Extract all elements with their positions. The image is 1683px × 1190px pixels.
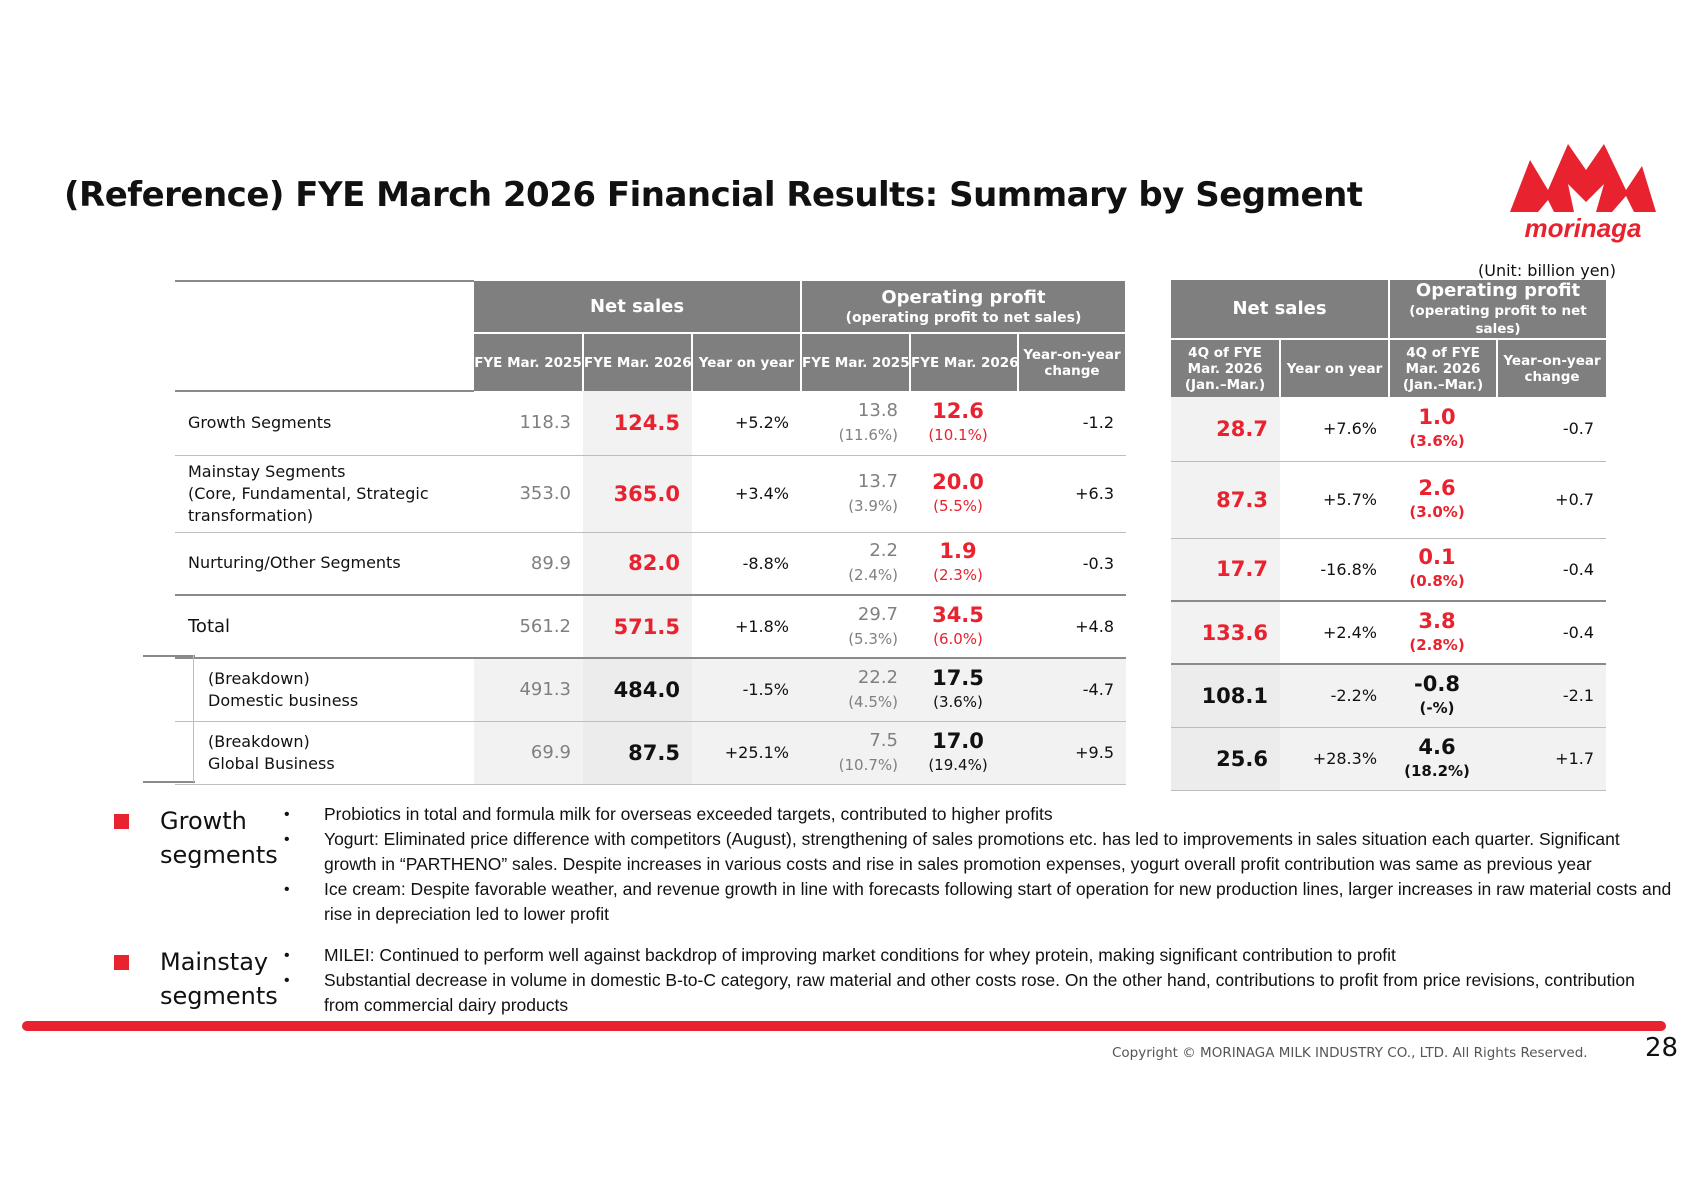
mainstay-list <box>284 943 1674 1018</box>
cell-value: 87.3 <box>1216 487 1268 512</box>
row-label-line: transformation) <box>188 505 314 525</box>
breakdown-bracket <box>143 655 195 783</box>
col-ns-yoy-4q: Year on year <box>1280 339 1389 397</box>
row-label: Nurturing/Other Segments <box>175 532 474 595</box>
cell-value: -8.8% <box>742 553 789 573</box>
cell-value: +5.7% <box>1322 490 1378 509</box>
cell-value: +3.4% <box>734 484 789 503</box>
cell-ratio: (3.6%) <box>1409 431 1465 450</box>
row-label <box>175 721 474 784</box>
full-year-table <box>175 280 1127 785</box>
col-label-line: (Jan.–Mar.) <box>1402 376 1484 393</box>
heading-line: segments <box>160 982 278 1010</box>
cell-value: 3.8 <box>1418 608 1456 633</box>
header-operating-profit-4q <box>1389 280 1606 339</box>
row-label: Total <box>175 595 474 658</box>
mainstay-notes <box>114 943 1674 1018</box>
cell-value: 28.7 <box>1216 416 1268 441</box>
cell-value: 118.3 <box>519 412 571 434</box>
header-op-sublabel: (operating profit to net sales) <box>1409 303 1587 337</box>
cell-value: 353.0 <box>519 483 571 504</box>
footer-red-bar <box>22 1021 1666 1031</box>
col-op-2026: FYE Mar. 2026 <box>910 333 1018 391</box>
cell-value: 87.5 <box>628 740 680 765</box>
heading-line: Growth <box>160 807 247 835</box>
col-label-line: 4Q of FYE <box>1188 344 1262 361</box>
list-item: • Yogurt: Eliminated price difference with competitors (August), strengthening of sales promotions etc. has led to improvements in sales situation each quarter. Significant growth in “PARTHENO” sales. Despite increases in various costs and rise in sales promotion expenses, yogurt overall profit contribution was same as previous year <box>284 827 1674 877</box>
row-label-line: Domestic business <box>208 690 359 710</box>
cell-value: 17.0 <box>932 728 984 753</box>
row-label: Growth Segments <box>175 391 474 455</box>
table-row-total <box>1171 601 1606 664</box>
cell-value: 13.8 <box>857 399 898 421</box>
col-label-line: Mar. 2026 <box>1405 360 1481 377</box>
cell-ratio: (19.4%) <box>928 755 988 774</box>
cell-value: 133.6 <box>1201 620 1268 645</box>
row-label <box>175 658 474 721</box>
cell-ratio: (18.2%) <box>1404 761 1470 780</box>
cell-value: +1.8% <box>734 617 789 636</box>
cell-value: +5.2% <box>734 413 789 433</box>
cell-value: +25.1% <box>724 743 789 762</box>
cell-value: 484.0 <box>613 677 680 702</box>
col-op-2025: FYE Mar. 2025 <box>801 333 910 391</box>
cell-value: 17.7 <box>1216 557 1268 582</box>
col-op-4q <box>1389 339 1497 397</box>
cell-value: 12.6 <box>932 398 984 423</box>
header-net-sales <box>474 281 801 333</box>
header-op-sublabel: (operating profit to net sales) <box>845 309 1082 326</box>
cell-value: 69.9 <box>530 742 571 763</box>
breakdown-divider <box>193 655 194 782</box>
cell-value: +1.7 <box>1555 749 1595 768</box>
cell-value: 82.0 <box>628 551 680 576</box>
cell-value: -4.7 <box>1082 680 1114 700</box>
growth-heading <box>160 804 280 872</box>
cell-value: 108.1 <box>1201 683 1268 708</box>
list-item: • Ice cream: Despite favorable weather, and revenue growth in line with forecasts following start of operation for new production lines, larger increases in raw material costs and rise in depreciation led to lower profit <box>284 877 1674 927</box>
row-label-line: (Breakdown) <box>208 731 310 751</box>
col-op-change: Year-on-year change <box>1018 333 1126 391</box>
table-row-breakdown <box>1171 664 1606 727</box>
mainstay-heading <box>160 945 280 1013</box>
cell-ratio: (0.8%) <box>1409 572 1465 591</box>
header-operating-profit <box>801 281 1126 333</box>
table-row-breakdown <box>175 658 1126 721</box>
cell-value: -16.8% <box>1320 559 1378 579</box>
quarter-table <box>1171 280 1606 791</box>
cell-value: +7.6% <box>1322 419 1378 439</box>
heading-line: Mainstay <box>160 948 269 976</box>
row-label-line: (Core, Fundamental, Strategic <box>188 483 429 503</box>
cell-value: +4.8 <box>1075 617 1114 636</box>
cell-ratio: (3.9%) <box>848 496 898 515</box>
header-net-sales-label: Net sales <box>589 295 685 317</box>
row-label-line: Mainstay Segments <box>188 461 346 481</box>
cell-ratio: (3.0%) <box>1409 502 1465 521</box>
growth-list <box>284 802 1674 927</box>
cell-ratio: (2.8%) <box>1409 635 1465 654</box>
red-square-bullet-icon <box>114 814 129 829</box>
col-label-line: (Jan.–Mar.) <box>1184 376 1266 393</box>
cell-ratio: (6.0%) <box>933 629 983 648</box>
table-row <box>175 532 1126 595</box>
header-blank <box>175 281 474 333</box>
cell-value: 7.5 <box>869 729 898 751</box>
cell-ratio: (10.7%) <box>838 755 898 774</box>
cell-value: 571.5 <box>613 614 680 639</box>
morinaga-logo <box>1508 140 1658 250</box>
cell-ratio: (2.3%) <box>933 566 983 585</box>
unit-note: (Unit: billion yen) <box>1478 261 1616 280</box>
cell-value: 22.2 <box>857 666 898 688</box>
row-label <box>175 455 474 532</box>
cell-value: -2.2% <box>1330 686 1378 706</box>
cell-value: -0.7 <box>1562 419 1595 439</box>
cell-value: 491.3 <box>519 679 571 701</box>
col-op-change-4q: Year-on-year change <box>1497 339 1606 397</box>
cell-value: 124.5 <box>613 410 680 435</box>
cell-value: 4.6 <box>1418 734 1456 759</box>
cell-value: 29.7 <box>857 603 898 625</box>
cell-value: +2.4% <box>1322 623 1378 642</box>
growth-notes <box>114 802 1674 927</box>
cell-value: 20.0 <box>932 469 984 494</box>
cell-ratio: (11.6%) <box>838 425 898 444</box>
cell-value: 13.7 <box>857 470 898 492</box>
header-net-sales-label: Net sales <box>1232 298 1327 319</box>
morinaga-m-icon <box>1508 140 1658 215</box>
cell-value: 1.9 <box>939 539 977 564</box>
red-square-bullet-icon <box>114 955 129 970</box>
cell-ratio: (10.1%) <box>928 425 988 444</box>
cell-value: 25.6 <box>1216 746 1268 771</box>
table-row <box>175 455 1126 532</box>
list-item: • MILEI: Continued to perform well against backdrop of improving market conditions for whey protein, making significant contribution to profit <box>284 943 1674 968</box>
header-blank-2 <box>175 333 474 391</box>
list-item: • Substantial decrease in volume in domestic B-to-C category, raw material and other costs rose. On the other hand, contributions to profit from price revisions, contribution from commercial dairy products <box>284 968 1674 1018</box>
cell-value: -1.5% <box>742 680 789 700</box>
cell-value: 2.2 <box>869 540 898 562</box>
cell-ratio: (2.4%) <box>848 566 898 585</box>
cell-value: -0.8 <box>1414 671 1460 696</box>
cell-ratio: (4.5%) <box>848 692 898 711</box>
cell-value: 17.5 <box>932 665 984 690</box>
table-row-breakdown <box>1171 727 1606 790</box>
cell-value: +28.3% <box>1312 749 1378 768</box>
table-row <box>1171 538 1606 601</box>
cell-value: 0.1 <box>1418 545 1456 570</box>
cell-value: -0.3 <box>1082 553 1114 573</box>
copyright-text: Copyright © MORINAGA MILK INDUSTRY CO., LTD. All Rights Reserved. <box>1112 1045 1588 1061</box>
cell-ratio: (5.3%) <box>848 629 898 648</box>
col-ns-4q <box>1171 339 1280 397</box>
page-title: (Reference) FYE March 2026 Financial Results: Summary by Segment <box>64 175 1363 215</box>
list-item: • Probiotics in total and formula milk for overseas exceeded targets, contributed to higher profits <box>284 802 1674 827</box>
cell-value: 561.2 <box>519 616 571 637</box>
logo-text: morinaga <box>1524 213 1642 243</box>
table-row <box>1171 397 1606 461</box>
table-row <box>1171 461 1606 538</box>
col-label-line: 4Q of FYE <box>1406 344 1480 361</box>
col-ns-2025: FYE Mar. 2025 <box>474 333 583 391</box>
cell-value: +9.5 <box>1075 743 1114 762</box>
commentary <box>114 786 1674 1034</box>
row-label-line: (Breakdown) <box>208 668 310 688</box>
header-net-sales-4q <box>1171 280 1389 339</box>
cell-value: 34.5 <box>932 602 984 627</box>
header-op-label: Operating profit <box>881 286 1046 308</box>
col-ns-2026: FYE Mar. 2026 <box>583 333 692 391</box>
table-row <box>175 391 1126 455</box>
table-row-total <box>175 595 1126 658</box>
cell-value: 365.0 <box>613 481 680 506</box>
cell-value: 2.6 <box>1418 475 1456 500</box>
heading-line: segments <box>160 841 278 869</box>
cell-value: 89.9 <box>530 552 571 574</box>
cell-value: +6.3 <box>1075 484 1114 503</box>
cell-value: -0.4 <box>1562 559 1595 579</box>
cell-value: -1.2 <box>1082 413 1114 433</box>
row-label-line: Global Business <box>208 753 335 773</box>
table-row-breakdown <box>175 721 1126 784</box>
cell-value: -0.4 <box>1562 623 1595 642</box>
col-ns-yoy: Year on year <box>692 333 801 391</box>
col-label-line: Mar. 2026 <box>1187 360 1263 377</box>
page-number: 28 <box>1645 1033 1679 1063</box>
cell-ratio: (5.5%) <box>933 496 983 515</box>
cell-value: +0.7 <box>1555 490 1595 509</box>
cell-value: 1.0 <box>1418 404 1456 429</box>
cell-ratio: (3.6%) <box>933 692 983 711</box>
cell-ratio: (-%) <box>1419 698 1455 717</box>
cell-value: -2.1 <box>1562 686 1595 706</box>
header-op-label: Operating profit <box>1415 280 1581 301</box>
